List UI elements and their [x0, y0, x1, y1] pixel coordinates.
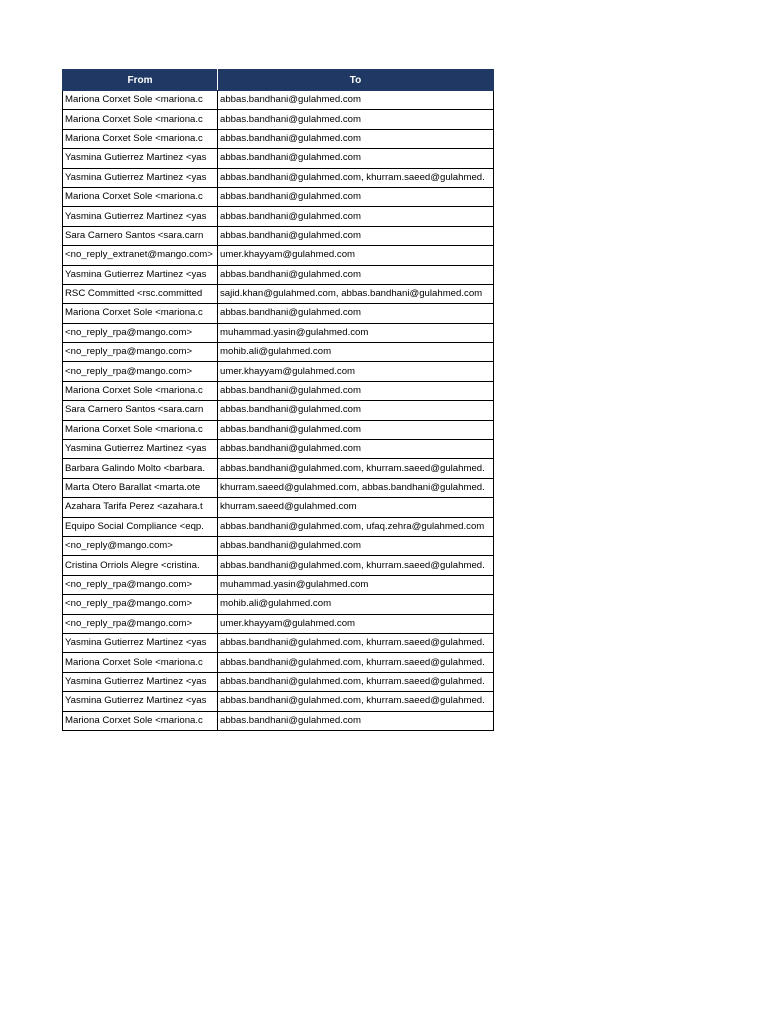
- cell-to: abbas.bandhani@gulahmed.com: [218, 265, 494, 284]
- table-row: [63, 633, 494, 652]
- cell-to: abbas.bandhani@gulahmed.com: [218, 304, 494, 323]
- cell-from: Yasmina Gutierrez Martinez <yas: [63, 672, 218, 691]
- cell-to: umer.khayyam@gulahmed.com: [218, 362, 494, 381]
- table-row: [63, 304, 494, 323]
- table-row: [63, 246, 494, 265]
- table-row: [63, 711, 494, 730]
- cell-from: Marta Otero Barallat <marta.ote: [63, 478, 218, 497]
- table-row: [63, 401, 494, 420]
- cell-from: Mariona Corxet Sole <mariona.c: [63, 304, 218, 323]
- table-row: [63, 207, 494, 226]
- table-row: [63, 362, 494, 381]
- cell-from: <no_reply_rpa@mango.com>: [63, 595, 218, 614]
- table-row: [63, 653, 494, 672]
- cell-from: <no_reply_rpa@mango.com>: [63, 323, 218, 342]
- cell-from: <no_reply@mango.com>: [63, 536, 218, 555]
- cell-from: <no_reply_rpa@mango.com>: [63, 343, 218, 362]
- cell-to: khurram.saeed@gulahmed.com: [218, 498, 494, 517]
- cell-from: Mariona Corxet Sole <mariona.c: [63, 187, 218, 206]
- table-row: [63, 459, 494, 478]
- cell-to: abbas.bandhani@gulahmed.com, khurram.saeed@gulahmed.: [218, 556, 494, 575]
- cell-from: Yasmina Gutierrez Martinez <yas: [63, 692, 218, 711]
- cell-from: Sara Carnero Santos <sara.carn: [63, 401, 218, 420]
- cell-to: umer.khayyam@gulahmed.com: [218, 246, 494, 265]
- cell-from: Mariona Corxet Sole <mariona.c: [63, 91, 218, 110]
- cell-to: muhammad.yasin@gulahmed.com: [218, 575, 494, 594]
- cell-to: abbas.bandhani@gulahmed.com: [218, 401, 494, 420]
- table-row: [63, 284, 494, 303]
- cell-from: Yasmina Gutierrez Martinez <yas: [63, 440, 218, 459]
- table-row: [63, 129, 494, 148]
- cell-to: abbas.bandhani@gulahmed.com, khurram.saeed@gulahmed.: [218, 692, 494, 711]
- cell-from: Yasmina Gutierrez Martinez <yas: [63, 207, 218, 226]
- cell-from: Mariona Corxet Sole <mariona.c: [63, 420, 218, 439]
- cell-from: Yasmina Gutierrez Martinez <yas: [63, 149, 218, 168]
- cell-from: Yasmina Gutierrez Martinez <yas: [63, 633, 218, 652]
- cell-to: abbas.bandhani@gulahmed.com: [218, 110, 494, 129]
- cell-from: Mariona Corxet Sole <mariona.c: [63, 129, 218, 148]
- cell-to: abbas.bandhani@gulahmed.com: [218, 207, 494, 226]
- table-row: [63, 168, 494, 187]
- cell-to: abbas.bandhani@gulahmed.com, ufaq.zehra@gulahmed.com: [218, 517, 494, 536]
- cell-to: abbas.bandhani@gulahmed.com, khurram.saeed@gulahmed.: [218, 459, 494, 478]
- cell-from: Yasmina Gutierrez Martinez <yas: [63, 168, 218, 187]
- cell-to: sajid.khan@gulahmed.com, abbas.bandhani@gulahmed.com: [218, 284, 494, 303]
- cell-to: umer.khayyam@gulahmed.com: [218, 614, 494, 633]
- cell-from: <no_reply_extranet@mango.com>: [63, 246, 218, 265]
- cell-to: khurram.saeed@gulahmed.com, abbas.bandhani@gulahmed.: [218, 478, 494, 497]
- cell-to: abbas.bandhani@gulahmed.com: [218, 149, 494, 168]
- table-row: [63, 187, 494, 206]
- email-table: [62, 69, 494, 731]
- cell-from: Sara Carnero Santos <sara.carn: [63, 226, 218, 245]
- column-header-to: To: [218, 70, 494, 91]
- table-row: [63, 536, 494, 555]
- cell-to: abbas.bandhani@gulahmed.com: [218, 129, 494, 148]
- cell-to: abbas.bandhani@gulahmed.com: [218, 226, 494, 245]
- table-row: [63, 226, 494, 245]
- table-row: [63, 614, 494, 633]
- cell-from: Mariona Corxet Sole <mariona.c: [63, 711, 218, 730]
- cell-from: <no_reply_rpa@mango.com>: [63, 362, 218, 381]
- cell-to: mohib.ali@gulahmed.com: [218, 595, 494, 614]
- cell-to: abbas.bandhani@gulahmed.com: [218, 536, 494, 555]
- table-row: [63, 498, 494, 517]
- cell-from: Mariona Corxet Sole <mariona.c: [63, 110, 218, 129]
- cell-to: abbas.bandhani@gulahmed.com: [218, 381, 494, 400]
- table-row: [63, 91, 494, 110]
- cell-from: <no_reply_rpa@mango.com>: [63, 614, 218, 633]
- cell-from: Barbara Galindo Molto <barbara.: [63, 459, 218, 478]
- cell-to: abbas.bandhani@gulahmed.com, khurram.saeed@gulahmed.: [218, 672, 494, 691]
- email-table-sheet: [62, 69, 493, 731]
- cell-from: Yasmina Gutierrez Martinez <yas: [63, 265, 218, 284]
- table-row: [63, 672, 494, 691]
- cell-to: abbas.bandhani@gulahmed.com: [218, 440, 494, 459]
- table-row: [63, 556, 494, 575]
- cell-from: Equipo Social Compliance <eqp.: [63, 517, 218, 536]
- table-row: [63, 595, 494, 614]
- table-row: [63, 517, 494, 536]
- cell-to: abbas.bandhani@gulahmed.com, khurram.saeed@gulahmed.: [218, 653, 494, 672]
- cell-to: abbas.bandhani@gulahmed.com, khurram.saeed@gulahmed.: [218, 168, 494, 187]
- table-row: [63, 575, 494, 594]
- table-row: [63, 420, 494, 439]
- column-header-from: From: [63, 70, 218, 91]
- table-row: [63, 265, 494, 284]
- table-row: [63, 440, 494, 459]
- cell-to: abbas.bandhani@gulahmed.com: [218, 91, 494, 110]
- cell-to: abbas.bandhani@gulahmed.com: [218, 420, 494, 439]
- cell-to: abbas.bandhani@gulahmed.com, khurram.saeed@gulahmed.: [218, 633, 494, 652]
- cell-from: Mariona Corxet Sole <mariona.c: [63, 653, 218, 672]
- cell-from: <no_reply_rpa@mango.com>: [63, 575, 218, 594]
- cell-to: abbas.bandhani@gulahmed.com: [218, 711, 494, 730]
- cell-to: muhammad.yasin@gulahmed.com: [218, 323, 494, 342]
- table-row: [63, 110, 494, 129]
- cell-from: Azahara Tarifa Perez <azahara.t: [63, 498, 218, 517]
- table-row: [63, 478, 494, 497]
- table-row: [63, 323, 494, 342]
- table-row: [63, 343, 494, 362]
- table-row: [63, 692, 494, 711]
- table-row: [63, 381, 494, 400]
- cell-from: RSC Committed <rsc.committed: [63, 284, 218, 303]
- table-body: [63, 91, 494, 731]
- table-row: [63, 149, 494, 168]
- cell-from: Cristina Orriols Alegre <cristina.: [63, 556, 218, 575]
- cell-from: Mariona Corxet Sole <mariona.c: [63, 381, 218, 400]
- table-header-row: [63, 70, 494, 91]
- cell-to: abbas.bandhani@gulahmed.com: [218, 187, 494, 206]
- cell-to: mohib.ali@gulahmed.com: [218, 343, 494, 362]
